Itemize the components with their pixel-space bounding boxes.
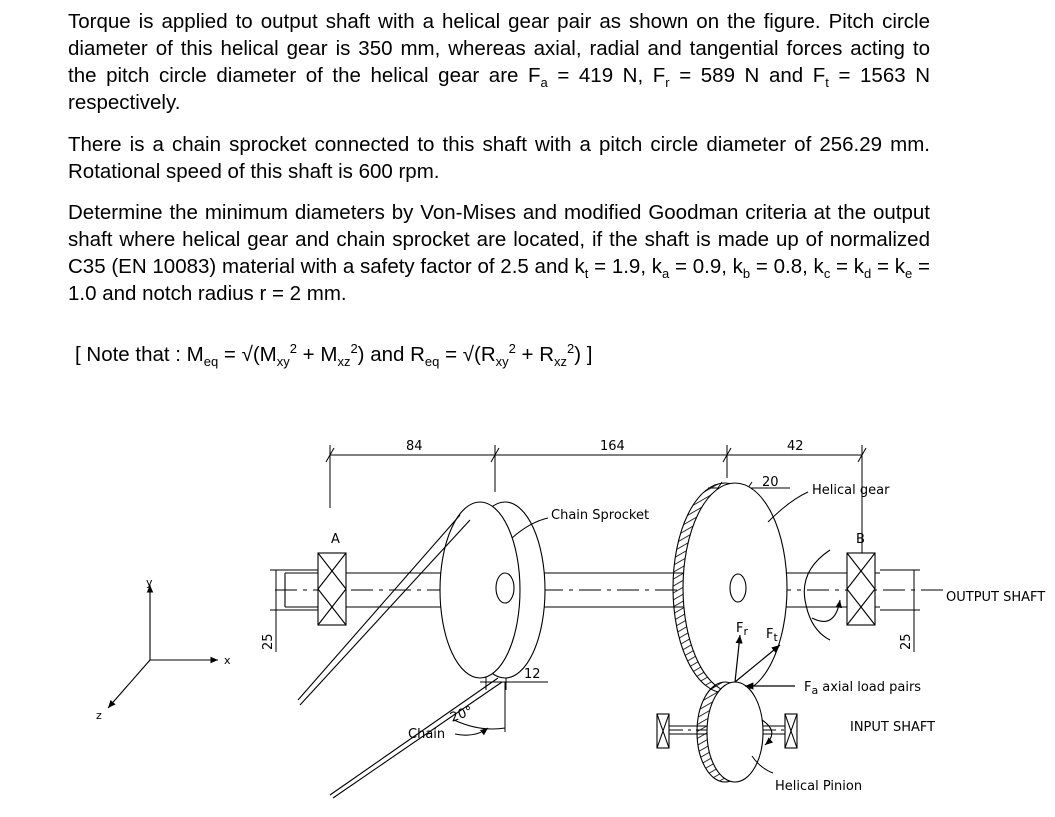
angle-20: 20°: [448, 703, 476, 726]
chain-sprocket-label: Chain Sprocket: [551, 508, 650, 523]
p1-text-c: = 589 N and F: [669, 64, 826, 87]
bearing-a-label: A: [331, 532, 340, 547]
note-sup2: 2: [350, 341, 358, 357]
dim-12: 12: [524, 667, 541, 682]
p3-sub-c: c: [823, 266, 831, 282]
p3-sub-b: b: [742, 266, 751, 282]
note-sub-xz2: xz: [554, 354, 568, 370]
bearing-B: [847, 553, 875, 625]
output-shaft-label: OUTPUT SHAFT: [946, 590, 1046, 605]
p1-sub-a: a: [540, 75, 548, 91]
note-sub-xy1: xy: [276, 354, 290, 370]
fa-letter: F: [804, 680, 812, 695]
fa-sub: a: [811, 684, 819, 697]
shaft-diagram: [0, 420, 1055, 817]
p3-text-c: = 0.9, k: [669, 255, 743, 278]
note-sup3: 2: [508, 341, 516, 357]
fr-letter: F: [736, 621, 744, 636]
p1-text-b: = 419 N, F: [547, 64, 666, 87]
note-c: + M: [296, 343, 338, 366]
output-shaft: [275, 573, 945, 607]
dim-42: 42: [787, 439, 804, 454]
input-shaft: [657, 682, 797, 782]
note-b: = √(M: [218, 343, 277, 366]
p3-sub-t: t: [584, 266, 589, 282]
note-sub-eq2: eq: [424, 354, 440, 370]
p3-text-e: = k: [830, 255, 865, 278]
helical-gear-label: Helical gear: [812, 483, 890, 498]
p3-text-d: = 0.8, k: [750, 255, 824, 278]
p1-sub-r: r: [665, 75, 670, 91]
dim-84: 84: [406, 439, 423, 454]
helical-gear: [673, 483, 840, 693]
problem-paragraph-3: [68, 199, 930, 307]
ft-letter: F: [766, 627, 774, 642]
axis-z-label: z: [96, 709, 102, 722]
problem-paragraph-2: There is a chain sprocket connected to this shaft with a pitch circle diameter of 256.29 mm. Rotational speed of this shaft is 600 rpm.: [68, 133, 930, 183]
axial-load-label: axial load pairs: [822, 680, 922, 695]
ft-sub: t: [773, 631, 778, 644]
axes-triad: [108, 585, 218, 708]
dim-25-right: 25: [899, 633, 914, 650]
p1-sub-t: t: [825, 75, 829, 91]
helical-pinion-label: Helical Pinion: [775, 779, 863, 794]
bearing-b-label: B: [856, 532, 865, 547]
p3-text-g: = 1.0 and notch radius r = 2 mm.: [68, 255, 930, 305]
input-shaft-label: INPUT SHAFT: [850, 720, 936, 735]
p1-text-a: Torque is applied to output shaft with a helical gear pair as shown on the figure. Pitch circle diameter of this helical gear is 350 mm, whereas axial, radial and tangential forces acting to the pitch circle diameter of the helical gear are F: [68, 10, 930, 87]
note-e: = √(R: [439, 343, 496, 366]
dimension-lines: [270, 445, 920, 690]
axis-x-label: x: [224, 654, 231, 667]
fa-label: [804, 680, 921, 697]
dim-20: 20: [762, 475, 779, 490]
dim-164: 164: [600, 439, 625, 454]
p3-text-f: = k: [871, 255, 905, 278]
p3-sub-d: d: [864, 266, 872, 282]
p3-sub-e: e: [904, 266, 913, 282]
note-f: + R: [515, 343, 555, 366]
note-sub-eq1: eq: [203, 354, 219, 370]
note-d: ) and R: [357, 343, 425, 366]
axis-y-label: y: [146, 576, 153, 589]
note-sub-xy2: xy: [495, 354, 509, 370]
fr-sub: r: [743, 625, 749, 638]
note-sup1: 2: [289, 341, 297, 357]
bearing-A: [318, 553, 346, 625]
note-a: [ Note that : M: [75, 343, 204, 366]
note-sup4: 2: [567, 341, 575, 357]
p3-text-b: = 1.9, k: [588, 255, 663, 278]
p3-sub-a: a: [662, 266, 670, 282]
formula-note: [75, 341, 592, 368]
p1-text-d: = 1563 N respectively.: [68, 64, 931, 114]
note-g: ) ]: [574, 343, 593, 366]
dim-25-left: 25: [261, 633, 276, 650]
p3-text-a: Determine the minimum diameters by Von-Mises and modified Goodman criteria at the output shaft where helical gear and chain sprocket are located, if the shaft is made up of normalized C35 (EN 10083) material with a safety factor of 2.5 and k: [68, 201, 930, 278]
chain-label: Chain: [408, 727, 446, 742]
note-sub-xz1: xz: [337, 354, 351, 370]
problem-paragraph-1: [68, 8, 930, 116]
